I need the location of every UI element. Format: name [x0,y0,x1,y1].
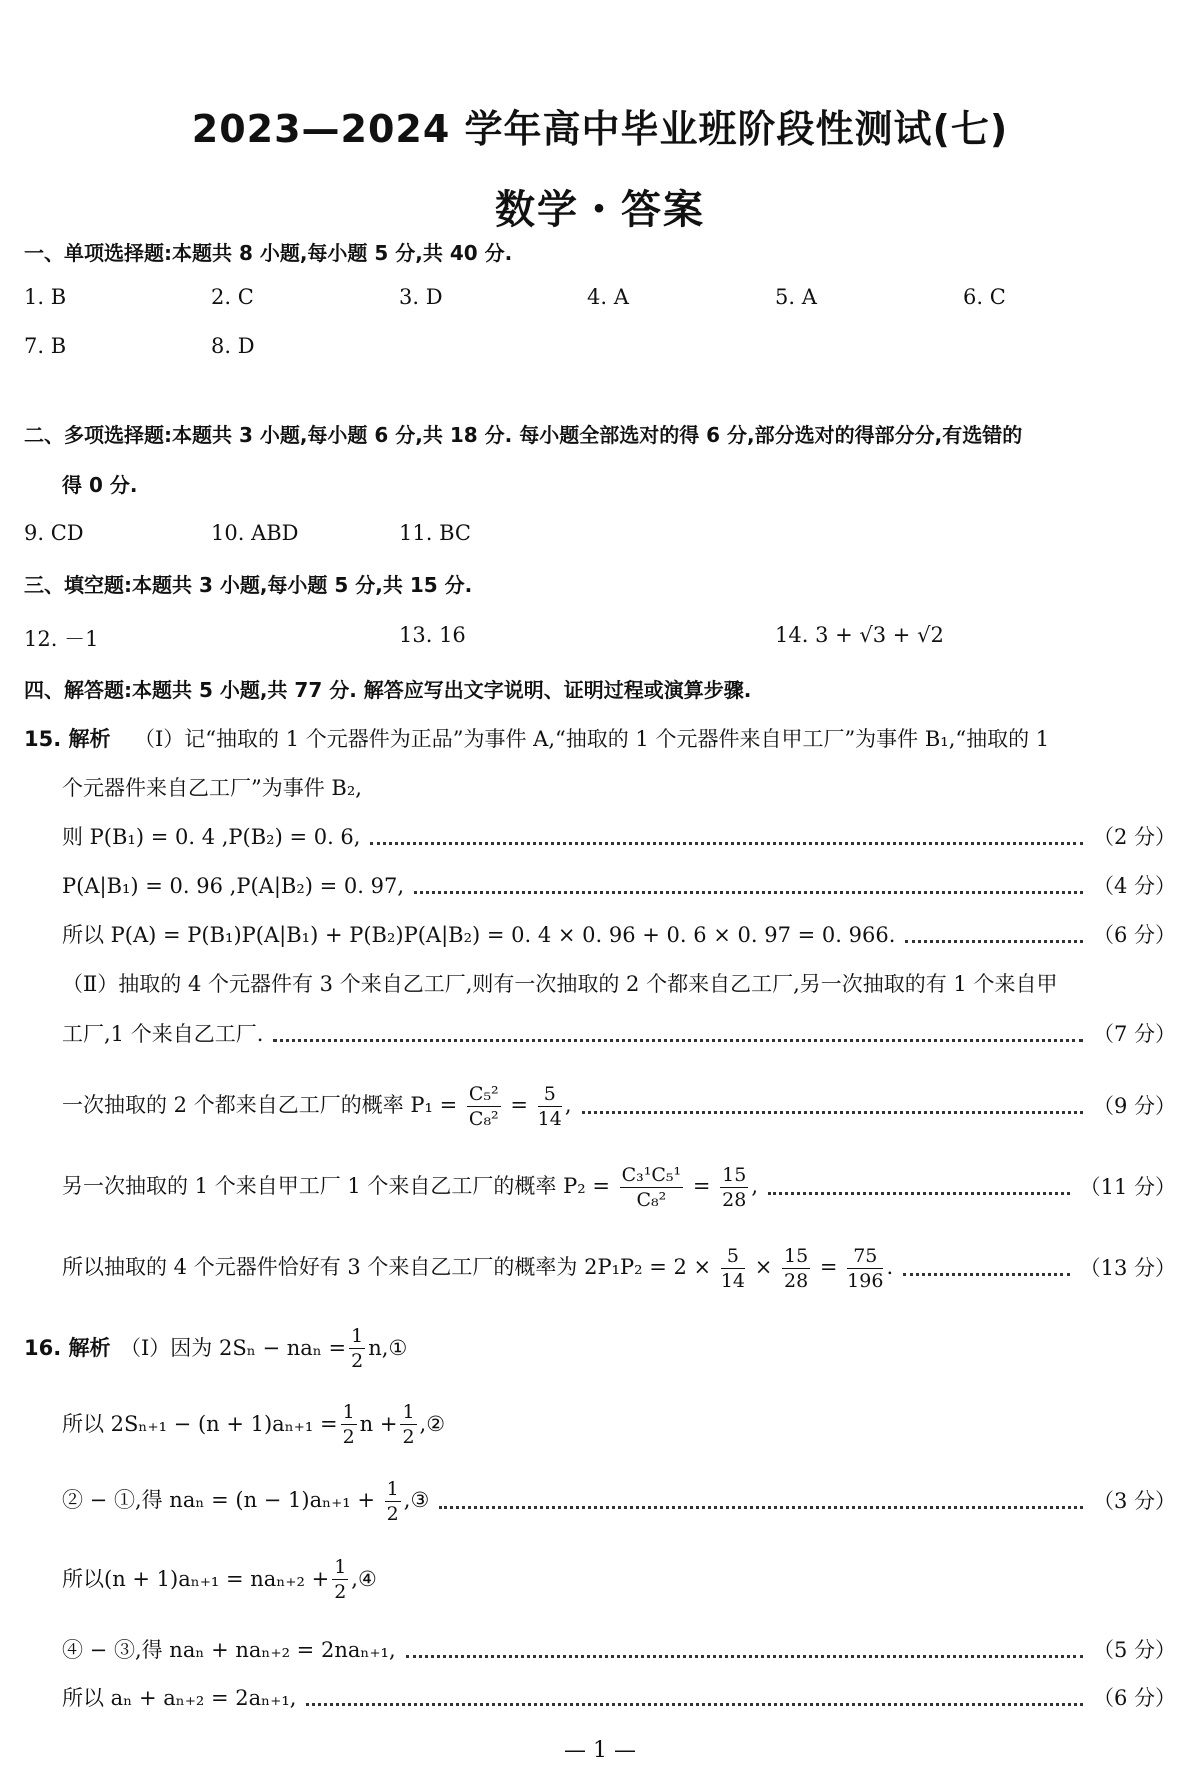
section2-heading: 二、多项选择题:本题共 3 小题,每小题 6 分,共 18 分. 每小题全部选对的得 6 分,部分选对的得部分分,有选错的 [24,423,1023,447]
q15-step-7-text: 所以抽取的 4 个元器件恰好有 3 个来自乙工厂的概率为 2P₁P₂ = 2 × [62,1254,712,1279]
q16-step-4: 所以(n + 1)aₙ₊₁ = naₙ₊₂ + $\frac{1}{2}$ ,④ [62,1555,377,1603]
answer-4: 4. A [587,285,629,309]
fraction: $\frac{5}{14}$ [720,1244,746,1292]
answer-3: 3. D [399,285,443,309]
q16-step-6 [62,1683,1176,1713]
answer-12: 12. －1 [24,627,99,651]
section2-heading-cont: 得 0 分. [62,473,138,497]
leader-dots [406,1655,1083,1658]
leader-dots [768,1192,1070,1195]
fraction: $\frac{75}{196}$ [847,1244,884,1292]
q15-part2-line1: （Ⅱ）抽取的 4 个元器件有 3 个来自乙工厂,则有一次抽取的 2 个都来自乙工厂,另一次抽取的有 1 个来自甲 [62,972,1058,996]
q15-step-2-text: P(A|B₁) = 0. 96 ,P(A|B₂) = 0. 97, [62,874,404,898]
q16-step-6-text: 所以 aₙ + aₙ₊₂ = 2aₙ₊₁, [62,1686,297,1710]
leader-dots [370,842,1082,845]
leader-dots [273,1039,1083,1042]
fraction: $\frac{5}{14}$ [537,1082,562,1130]
q16-step-1: （Ⅰ）因为 2Sₙ − naₙ = $\frac{1}{2}$ n,① [120,1324,408,1372]
q16-step-5-text: ④ − ③,得 naₙ + naₙ₊₂ = 2naₙ₊₁, [62,1638,396,1662]
q16-step-3-score: （3 分） [1092,1489,1176,1513]
fraction: $\frac{\text{C₅²}}{\text{C₈²}}$ [468,1082,499,1130]
leader-dots [905,940,1083,943]
leader-dots [414,891,1083,894]
q16-step-3: ② − ①,得 naₙ = (n − 1)aₙ₊₁ + $\frac{1}{2}$ ,③ （3 分） [62,1477,1176,1525]
answer-9: 9. CD [24,521,84,545]
answer-7: 7. B [24,334,67,358]
q15-step-1 [62,822,1176,852]
answer-1: 1. B [24,285,67,309]
q15-step-7-score: （13 分） [1079,1256,1176,1280]
fraction: $\frac{1}{2}$ [386,1477,399,1525]
q16-step-3-text: ② − ①,得 naₙ = (n − 1)aₙ₊₁ + [62,1487,375,1512]
page-subtitle: 数学・答案 [495,187,705,233]
leader-dots [439,1506,1083,1509]
q15-step-2 [62,871,1176,901]
q16-step-5-score: （5 分） [1092,1638,1176,1662]
answer-13: 13. 16 [399,623,466,647]
q15-step-6: 另一次抽取的 1 个来自甲工厂 1 个来自乙工厂的概率 P₂ = $\frac{\text{C₃¹C₅¹}}{\text{C₈²}}$ = $\frac{15}{28}$ , （11 分） [62,1163,1176,1211]
q15-step-6-score: （11 分） [1079,1175,1176,1199]
q15-step-3-score: （6 分） [1092,923,1176,947]
q15-label: 15. 解析 [24,727,111,751]
fraction: $\frac{1}{2}$ [351,1324,364,1372]
answer-11: 11. BC [399,521,471,545]
q15-part1-line2: 个元器件来自乙工厂”为事件 B₂, [62,776,362,800]
q15-step-5-score: （9 分） [1092,1094,1176,1118]
q15-part1-line1: （Ⅰ）记“抽取的 1 个元器件为正品”为事件 A,“抽取的 1 个元器件来自甲工厂”为事件 B₁,“抽取的 1 [134,727,1050,751]
q15-step-5-text: 一次抽取的 2 个都来自乙工厂的概率 P₁ = [62,1092,458,1117]
fraction: $\frac{1}{2}$ [334,1555,347,1603]
q15-step-4 [62,1019,1176,1049]
q15-step-1-score: （2 分） [1092,825,1176,849]
leader-dots [582,1111,1083,1114]
q15-step-2-score: （4 分） [1092,874,1176,898]
q16-step-6-score: （6 分） [1092,1686,1176,1710]
q15-step-3-text: 所以 P(A) = P(B₁)P(A|B₁) + P(B₂)P(A|B₂) = 0. 4 × 0. 96 + 0. 6 × 0. 97 = 0. 966. [62,923,896,947]
q15-step-6-text: 另一次抽取的 1 个来自甲工厂 1 个来自乙工厂的概率 P₂ = [62,1173,610,1198]
fraction: $\frac{15}{28}$ [784,1244,809,1292]
q16-step-2: 所以 2Sₙ₊₁ − (n + 1)aₙ₊₁ = $\frac{1}{2}$ n + $\frac{1}{2}$ ,② [62,1400,446,1448]
fraction: $\frac{1}{2}$ [342,1400,355,1448]
q15-step-3 [62,920,1176,950]
fraction: $\frac{1}{2}$ [402,1400,415,1448]
answer-2: 2. C [211,285,254,309]
leader-dots [306,1703,1083,1706]
answer-6: 6. C [963,285,1006,309]
answer-5: 5. A [775,285,817,309]
q15-step-5: 一次抽取的 2 个都来自乙工厂的概率 P₁ = $\frac{\text{C₅²}}{\text{C₈²}}$ = $\frac{5}{14}$ , （9 分） [62,1082,1176,1130]
q15-step-7: 所以抽取的 4 个元器件恰好有 3 个来自乙工厂的概率为 2P₁P₂ = 2 × $\frac{5}{14}$ × $\frac{15}{28}$ = $\frac{75}{196}$ . （13 分） [62,1244,1176,1292]
fraction: $\frac{15}{28}$ [722,1163,747,1211]
answer-10: 10. ABD [211,521,299,545]
fraction: $\frac{\text{C₃¹C₅¹}}{\text{C₈²}}$ [621,1163,682,1211]
answer-14: 14. 3 + √3 + √2 [775,623,944,647]
q16-label: 16. 解析 [24,1336,111,1360]
section4-heading: 四、解答题:本题共 5 小题,共 77 分. 解答应写出文字说明、证明过程或演算步骤. [24,678,752,702]
section1-heading: 一、单项选择题:本题共 8 小题,每小题 5 分,共 40 分. [24,241,513,265]
leader-dots [903,1273,1069,1276]
q15-step-1-text: 则 P(B₁) = 0. 4 ,P(B₂) = 0. 6, [62,825,361,849]
answer-8: 8. D [211,334,255,358]
q15-step-4-text: 工厂,1 个来自乙工厂. [62,1022,264,1046]
q16-step-5 [62,1635,1176,1665]
q15-step-4-score: （7 分） [1092,1022,1176,1046]
page-number: — 1 — [564,1738,636,1763]
section3-heading: 三、填空题:本题共 3 小题,每小题 5 分,共 15 分. [24,573,473,597]
page-title: 2023—2024 学年高中毕业班阶段性测试(七) [191,107,1009,151]
